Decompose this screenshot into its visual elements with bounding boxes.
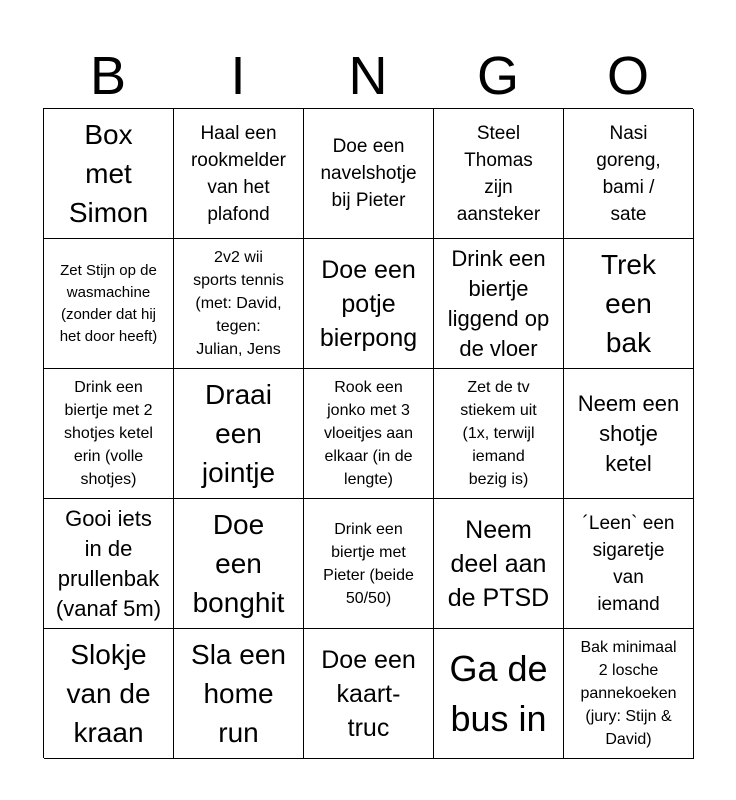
header-letter-n: N: [348, 46, 388, 106]
cell-text: Slokje van de kraan: [66, 639, 151, 748]
bingo-cell[interactable]: [174, 109, 304, 239]
cell-text: Draai een jointje: [201, 379, 276, 488]
cell-text: Neem een shotje ketel: [577, 390, 680, 476]
cell-text: Bak minimaal 2 losche pannekoeken (jury: Stijn & David): [580, 639, 677, 748]
cell-text: Nasi goreng, bami / sate: [596, 122, 661, 225]
bingo-cell[interactable]: [304, 629, 434, 759]
cell-text: Drink een biertje liggend op de vloer: [447, 245, 550, 361]
bingo-cell[interactable]: [564, 629, 694, 759]
header-letter-g: G: [476, 46, 519, 106]
cell-text: Drink een biertje met Pieter (beide 50/50): [323, 520, 414, 607]
bingo-cell[interactable]: [434, 629, 564, 759]
bingo-cell[interactable]: [304, 369, 434, 499]
bingo-cell[interactable]: [434, 109, 564, 239]
header-letter-b: B: [89, 46, 127, 106]
bingo-cell[interactable]: [564, 239, 694, 369]
cell-text: Neem deel aan de PTSD: [447, 515, 550, 612]
header-letter-o: O: [606, 46, 649, 106]
bingo-cell[interactable]: [564, 369, 694, 499]
bingo-header: [43, 44, 693, 108]
bingo-cell[interactable]: [174, 369, 304, 499]
bingo-cell[interactable]: [174, 239, 304, 369]
cell-text: ´Leen` een sigaretje van iemand: [582, 512, 675, 615]
cell-text: Ga de bus in: [449, 647, 548, 739]
cell-text: Zet Stijn op de wasmachine (zonder dat hij het door heeft): [59, 261, 158, 345]
cell-text: Haal een rookmelder van het plafond: [190, 122, 287, 225]
cell-text: Gooi iets in de prullenbak (vanaf 5m): [55, 505, 162, 621]
bingo-cell[interactable]: [174, 629, 304, 759]
cell-text: Doe een potje bierpong: [319, 255, 418, 352]
bingo-cell[interactable]: [44, 239, 174, 369]
bingo-cell[interactable]: [44, 629, 174, 759]
bingo-cell[interactable]: [304, 499, 434, 629]
cell-text: Box met Simon: [68, 119, 149, 228]
bingo-cell[interactable]: [304, 109, 434, 239]
bingo-cell[interactable]: [434, 499, 564, 629]
bingo-cell[interactable]: [174, 499, 304, 629]
bingo-cell[interactable]: [434, 369, 564, 499]
bingo-cell[interactable]: [44, 109, 174, 239]
cell-text: Rook een jonko met 3 vloeitjes aan elkaar (in de lengte): [324, 379, 413, 488]
bingo-cell[interactable]: [304, 239, 434, 369]
cell-text: Drink een biertje met 2 shotjes ketel erin (volle shotjes): [64, 379, 153, 488]
cell-text: Zet de tv stiekem uit (1x, terwijl iemand bezig is): [460, 379, 537, 488]
cell-text: Steel Thomas zijn aansteker: [456, 122, 541, 225]
header-letter-i: I: [230, 46, 246, 106]
bingo-grid: [43, 108, 693, 758]
bingo-cell[interactable]: [434, 239, 564, 369]
cell-text: 2v2 wii sports tennis (met: David, tegen: Julian, Jens: [193, 249, 284, 358]
cell-text: Doe een bonghit: [192, 509, 285, 618]
cell-text: Sla een home run: [191, 639, 286, 748]
bingo-cell[interactable]: [44, 499, 174, 629]
cell-text: Doe een navelshotje bij Pieter: [320, 136, 417, 211]
cell-text: Trek een bak: [601, 249, 656, 358]
bingo-cell[interactable]: [564, 109, 694, 239]
cell-text: Doe een kaart- truc: [321, 645, 416, 742]
bingo-cell[interactable]: [564, 499, 694, 629]
bingo-cell[interactable]: [44, 369, 174, 499]
